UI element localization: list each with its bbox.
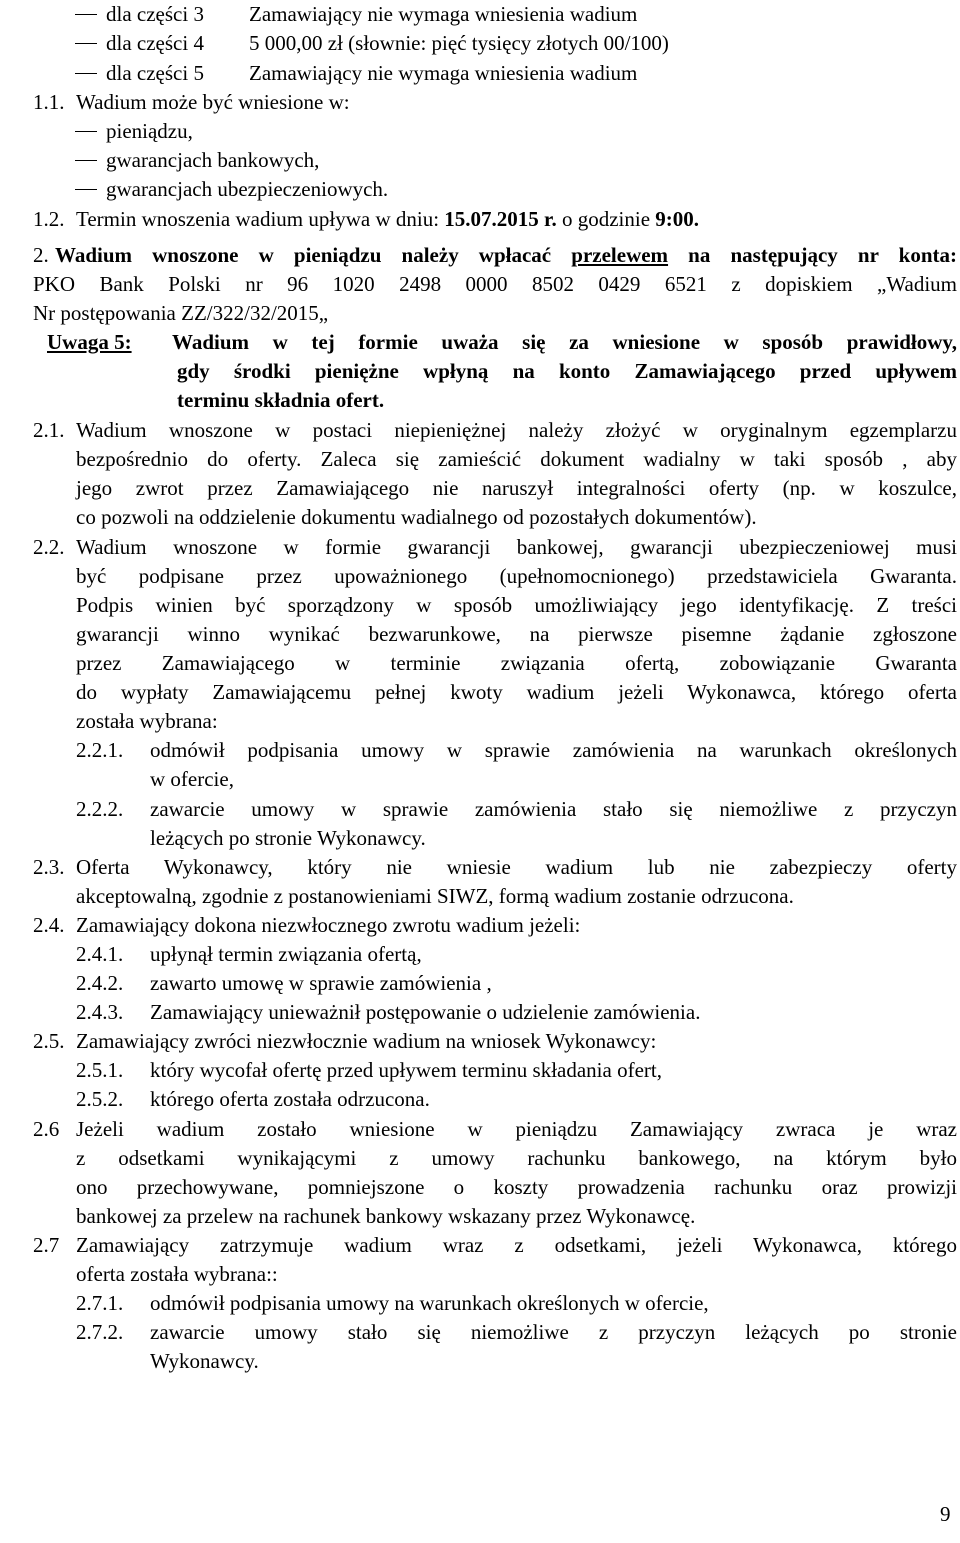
list-item: pieniądzu, xyxy=(106,119,193,143)
section-line: jego zwrot przez Zamawiającego nie naruszył integralności oferty (np. w koszulce, xyxy=(76,476,957,500)
section-line: być podpisane przez upoważnionego (upełnomocnionego) przedstawiciela Gwaranta. xyxy=(76,564,957,588)
section-line: co pozwoli na oddzielenie dokumentu wadialnego od pozostałych dokumentów). xyxy=(76,505,757,529)
section-line: została wybrana: xyxy=(76,709,218,733)
deadline-time: 9:00. xyxy=(655,207,700,231)
section-line: Zamawiający zatrzymuje wadium wraz z odsetkami, jeżeli Wykonawca, którego xyxy=(76,1233,957,1257)
subsection-text: zawarto umowę w sprawie zamówienia , xyxy=(150,971,492,995)
list-item: gwarancjach ubezpieczeniowych. xyxy=(106,177,389,201)
note-label xyxy=(47,328,132,357)
part-text: 5 000,00 zł (słownie: pięć tysięcy złotych 00/100) xyxy=(249,31,669,55)
bold-text: na następujący nr konta: xyxy=(688,243,958,267)
note-line xyxy=(177,386,384,415)
part-label: dla części 3 xyxy=(106,2,204,26)
section-number: 2.3. xyxy=(33,855,65,879)
deadline-date: 15.07.2015 r. xyxy=(444,207,557,231)
section-line: Wadium wnoszone w formie gwarancji bankowej, gwarancji ubezpieczeniowej musi xyxy=(76,535,957,559)
subsection-line: leżących po stronie Wykonawcy. xyxy=(150,826,426,850)
deadline-label: Termin wnoszenia wadium upływa w dniu: xyxy=(76,207,440,231)
section-number: 2.1. xyxy=(33,418,65,442)
dash-bullet xyxy=(75,14,97,15)
section-number: 1.2. xyxy=(33,207,65,231)
underlined-text: przelewem xyxy=(571,243,669,267)
section-line: Oferta Wykonawcy, który nie wniesie wadium lub nie zabezpieczy oferty xyxy=(76,855,957,879)
list-item: gwarancjach bankowych, xyxy=(106,148,320,172)
dash-bullet xyxy=(75,189,97,190)
subsection-line: zawarcie umowy w sprawie zamówienia stało się niemożliwe z przyczyn xyxy=(150,797,957,821)
note-text: Wadium w tej formie uważa się za wniesione w sposób prawidłowy, xyxy=(172,330,957,354)
dash-bullet xyxy=(75,73,97,74)
section-line: z odsetkami wynikającymi z umowy rachunku bankowego, na którym było xyxy=(76,1146,957,1170)
subsection-number: 2.4.1. xyxy=(76,942,124,966)
section-number: 2.2. xyxy=(33,535,65,559)
subsection-number: 2.4.3. xyxy=(76,1000,124,1024)
note-text: terminu składnia ofert. xyxy=(177,388,385,412)
section-number: 2. xyxy=(33,243,49,267)
proceeding-line: Nr postępowania ZZ/322/32/2015„ xyxy=(33,301,329,325)
note-label-text: Uwaga 5: xyxy=(47,330,132,354)
subsection-text: odmówił podpisania umowy na warunkach określonych w ofercie, xyxy=(150,1291,709,1315)
section-number: 2.6 xyxy=(33,1117,60,1141)
subsection-text: którego oferta została odrzucona. xyxy=(150,1087,430,1111)
section-line: gwarancji winno wynikać bezwarunkowe, na pierwsze pisemne żądanie zgłoszone xyxy=(76,622,957,646)
section-number: 1.1. xyxy=(33,90,65,114)
bold-text: Wadium wnoszone w pieniądzu należy wpłacać xyxy=(55,243,552,267)
account-line: PKO Bank Polski nr 96 1020 2498 0000 8502 0429 6521 z dopiskiem „Wadium xyxy=(33,272,957,296)
page-number: 9 xyxy=(940,1502,951,1526)
section-line: akceptowalną, zgodnie z postanowieniami SIWZ, formą wadium zostanie odrzucona. xyxy=(76,884,794,908)
subsection-number: 2.5.1. xyxy=(76,1058,124,1082)
dash-bullet xyxy=(75,43,97,44)
section-text: Wadium może być wniesione w: xyxy=(76,90,350,114)
section-line: Podpis winien być sporządzony w sposób umożliwiający jego identyfikację. Z treści xyxy=(76,593,957,617)
deadline-time-prefix: o godzinie xyxy=(561,207,651,231)
section-line: przez Zamawiającego w terminie związania ofertą, zobowiązanie Gwaranta xyxy=(76,651,957,675)
subsection-line: w ofercie, xyxy=(150,767,234,791)
subsection-text: który wycofał ofertę przed upływem terminu składania ofert, xyxy=(150,1058,662,1082)
subsection-line: odmówił podpisania umowy w sprawie zamówienia na warunkach określonych xyxy=(150,738,957,762)
section-line: bankowej za przelew na rachunek bankowy wskazany przez Wykonawcę. xyxy=(76,1204,696,1228)
subsection-number: 2.7.1. xyxy=(76,1291,124,1315)
subsection-number: 2.7.2. xyxy=(76,1320,124,1344)
note-text: gdy środki pieniężne wpłyną na konto Zamawiającego przed upływem xyxy=(177,359,957,383)
section-line: Wadium wnoszone w postaci niepieniężnej należy złożyć w oryginalnym egzemplarzu xyxy=(76,418,957,442)
part-label: dla części 5 xyxy=(106,61,204,85)
subsection-text: Zamawiający unieważnił postępowanie o udzielenie zamówienia. xyxy=(150,1000,701,1024)
section-text: Zamawiający dokona niezwłocznego zwrotu wadium jeżeli: xyxy=(76,913,581,937)
section-number: 2.7 xyxy=(33,1233,60,1257)
section-number: 2.5. xyxy=(33,1029,65,1053)
subsection-line: zawarcie umowy stało się niemożliwe z przyczyn leżących po stronie xyxy=(150,1320,957,1344)
part-label: dla części 4 xyxy=(106,31,204,55)
section-line: oferta została wybrana:: xyxy=(76,1262,278,1286)
subsection-text: upłynął termin związania ofertą, xyxy=(150,942,422,966)
part-text: Zamawiający nie wymaga wniesienia wadium xyxy=(249,61,638,85)
dash-bullet xyxy=(75,131,97,132)
subsection-number: 2.4.2. xyxy=(76,971,124,995)
section-text xyxy=(76,205,699,234)
section-text xyxy=(55,241,957,270)
subsection-number: 2.5.2. xyxy=(76,1087,124,1111)
section-number: 2.4. xyxy=(33,913,65,937)
part-text: Zamawiający nie wymaga wniesienia wadium xyxy=(249,2,638,26)
section-line: ono przechowywane, pomniejszone o koszty prowadzenia rachunku oraz prowizji xyxy=(76,1175,957,1199)
section-line: do wypłaty Zamawiającemu pełnej kwoty wadium jeżeli Wykonawca, którego oferta xyxy=(76,680,957,704)
subsection-number: 2.2.1. xyxy=(76,738,124,762)
section-line: Jeżeli wadium zostało wniesione w pieniądzu Zamawiający zwraca je wraz xyxy=(76,1117,957,1141)
note-line xyxy=(172,328,957,357)
subsection-line: Wykonawcy. xyxy=(150,1349,259,1373)
section-text: Zamawiający zwróci niezwłocznie wadium na wniosek Wykonawcy: xyxy=(76,1029,657,1053)
dash-bullet xyxy=(75,160,97,161)
note-line xyxy=(177,357,957,386)
section-line: bezpośrednio do oferty. Zaleca się zamieścić dokument wadialny w taki sposób , aby xyxy=(76,447,957,471)
subsection-number: 2.2.2. xyxy=(76,797,124,821)
